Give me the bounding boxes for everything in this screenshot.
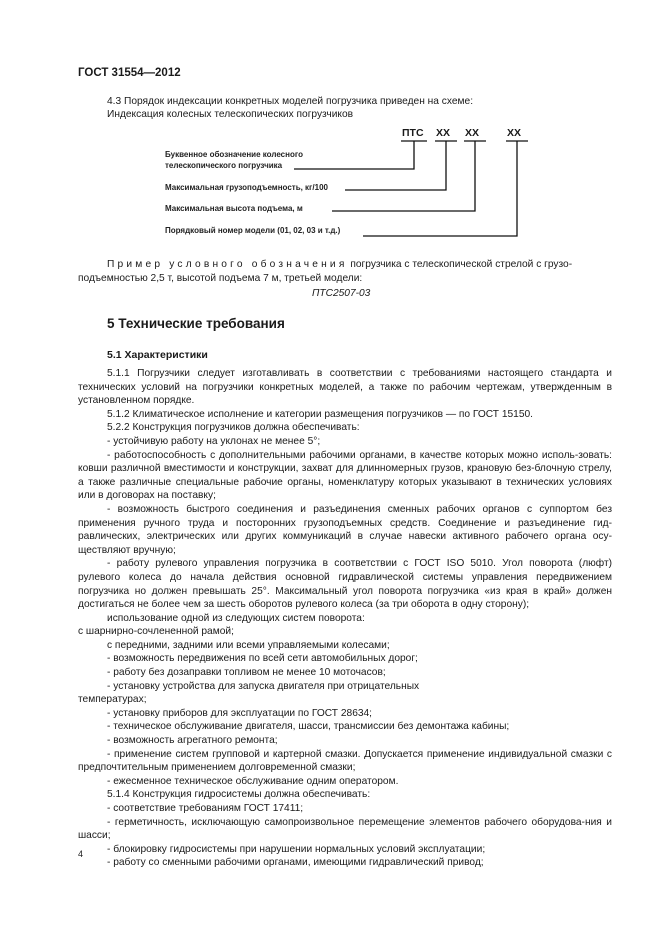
code-ptc: ПТС <box>402 127 424 139</box>
label-max-height: Максимальная высота подъема, м <box>165 204 303 213</box>
paragraph: 5.1.4 Конструкция гидросистемы должна обеспечивать: <box>107 789 371 801</box>
list-item: - соответствие требованиям ГОСТ 17411; <box>107 803 304 814</box>
code-xx-3: XX <box>507 127 522 139</box>
section-5-1-title: 5.1 Характеристики <box>107 349 208 361</box>
document-header: ГОСТ 31554—2012 <box>78 67 181 79</box>
paragraph: 5.2.2 Конструкция погрузчиков должна обеспечивать: <box>107 422 360 434</box>
example-text-1: погрузчика с телескопической стрелой с грузо- <box>347 259 573 270</box>
code-xx-1: XX <box>436 127 451 139</box>
paragraph: 5.1.1 Погрузчики следует изготавливать в соответствии с требованиями настоящего стандарта и технических условий на погрузчики конкретных моделей, а также по рабочим чертежам, утвержденным в установленном порядке. <box>78 368 612 407</box>
list-item: - установку устройства для запуска двигателя при отрицательных <box>107 680 420 692</box>
label-model-number: Порядковый номер модели (01, 02, 03 и т.д.) <box>165 226 341 235</box>
section-4-3-intro: 4.3 Порядок индексации конкретных моделей погрузчика приведен на схеме: <box>107 96 474 107</box>
list-item: - устойчивую работу на уклонах не менее 5°; <box>107 435 321 447</box>
list-item: - техническое обслуживание двигателя, шасси, трансмиссии без демонтажа кабины; <box>107 721 510 733</box>
code-xx-2: XX <box>465 127 480 139</box>
list-item: - работу рулевого управления погрузчика в соответствии с ГОСТ ISO 5010. Угол поворота (люфт) рулевого колеса до начала действия основной гидравлической системы управления передвижением погрузчика но должен превышать 25°. Максимальный угол поворота погрузчика «из края в край» должен достигаться не более чем за шесть оборотов рулевого колеса (за три оборота в одну сторону); <box>78 558 612 611</box>
list-item: с шарнирно-сочлененной рамой; <box>78 626 234 638</box>
section-5-title: 5 Технические требования <box>107 316 285 331</box>
label-max-capacity: Максимальная грузоподъемность, кг/100 <box>165 183 328 192</box>
list-item: - возможность агрегатного ремонта; <box>107 735 278 747</box>
paragraph: 5.1.2 Климатическое исполнение и категории размещения погрузчиков — по ГОСТ 15150. <box>107 408 533 420</box>
example-lead: Пример условного обозначения <box>107 259 348 270</box>
list-item: - работу со сменными рабочими органами, имеющими гидравлический привод; <box>107 857 484 869</box>
list-item: - ежесменное техническое обслуживание одним оператором. <box>107 775 399 787</box>
list-item: - возможность быстрого соединения и разъединения сменных рабочих органов с суппортом без применения ручного труда и посторонних грузоподъемных средств. Соединение и разъединение гид-равлических, электрических или других коммуникаций в случае навески активного рабочего органа осу-ществляют вручную; <box>78 503 612 556</box>
list-item: - герметичность, исключающую самопроизвольное перемещение элементов рабочего оборудова-ния и шасси; <box>78 816 612 842</box>
list-item: - работоспособность с дополнительными рабочими органами, в качестве которых можно исполь-зовать: ковши различной вместимости и конструкции, захват для длинномерных грузов, крановую без-блочную стрелу, а также различные специальные рабочие органы, номенклатуру которых указывают в технических условиях или в договорах на поставку; <box>78 449 612 502</box>
label-letter-designation-2: телескопического погрузчика <box>165 161 283 170</box>
list-item: - работу без дозаправки топливом не менее 10 моточасов; <box>107 667 386 679</box>
example-code: ПТС2507-03 <box>312 288 371 299</box>
list-item: - применение систем групповой и картерной смазки. Допускается применение индивидуальной смазки с предпочтительным применением долговременной смазки; <box>78 748 612 774</box>
diagram-caption: Индексация колесных телескопических погрузчиков <box>107 109 354 120</box>
diagram-leader-lines <box>0 0 661 260</box>
list-item: с передними, задними или всеми управляемыми колесами; <box>107 639 390 651</box>
example-paragraph <box>78 258 612 285</box>
list-item: температурах; <box>78 694 147 706</box>
list-item: - возможность передвижения по всей сети автомобильных дорог; <box>107 653 418 665</box>
list-item: - блокировку гидросистемы при нарушении нормальных условий эксплуатации; <box>107 843 486 855</box>
page-number: 4 <box>78 849 84 859</box>
list-item: - установку приборов для эксплуатации по ГОСТ 28634; <box>107 707 373 719</box>
paragraph: использование одной из следующих систем поворота: <box>107 612 365 624</box>
section-5-body <box>78 367 612 870</box>
label-letter-designation-1: Буквенное обозначение колесного <box>165 150 303 159</box>
example-text-2: подъемностью 2,5 т, высотой подъема 7 м, третьей модели: <box>78 272 363 284</box>
